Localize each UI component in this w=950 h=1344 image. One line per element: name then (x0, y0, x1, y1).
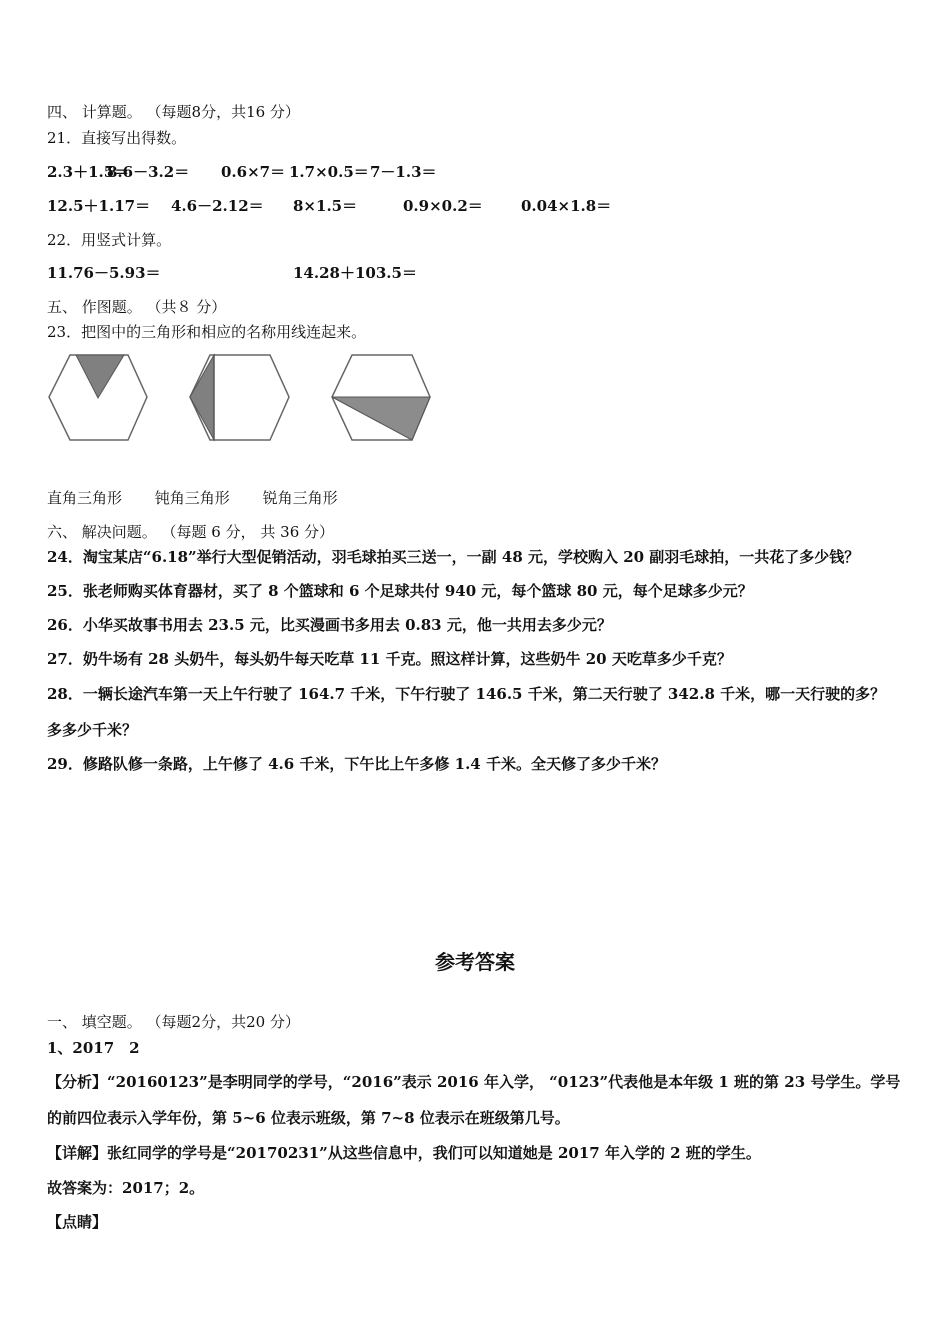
calc-row-2 (47, 196, 907, 216)
answer-analysis-line2: 的前四位表示入学年份，第 5~6 位表示班级，第 7~8 位表示在班级第几号。 (47, 1109, 570, 1127)
calc-item: 11.76－5.93＝ (47, 264, 161, 282)
hexagon-figures (40, 350, 460, 450)
calc-item: 2.3＋1.5＝ (47, 163, 130, 181)
section4-header: 四、 计算题。 （每题8分，共16 分） (47, 103, 300, 121)
answer-comment: 【点睛】 (47, 1213, 108, 1231)
answer-analysis-line1: 【分析】“20160123”是李明同学的学号，“2016”表示 2016 年入学， “0123”代表他是本年级 1 班的第 23 号学生。学号 (47, 1073, 901, 1091)
question-22: 22．用竖式计算。 (47, 231, 172, 249)
question-29: 29．修路队修一条路，上午修了 4.6 千米，下午比上午多修 1.4 千米。全天修了多少千米？ (47, 755, 666, 773)
question-28-line2: 多多少千米？ (47, 721, 138, 739)
calc-item: 0.9×0.2＝ (403, 197, 483, 215)
hexagon-figure-3 (332, 355, 430, 440)
answer-1: 1、2017 2 (47, 1039, 140, 1057)
answers-section1-header: 一、 填空题。 （每题2分，共20 分） (47, 1013, 300, 1031)
answer-conclusion: 故答案为：2017；2。 (47, 1179, 205, 1197)
triangle-names (47, 488, 366, 508)
calc-row-1 (47, 162, 907, 182)
name-right-triangle: 直角三角形 (47, 489, 123, 507)
calc-item: 8×1.5＝ (293, 197, 358, 215)
calc-item: 0.04×1.8＝ (521, 197, 612, 215)
calc-item: 0.6×7＝ (221, 163, 286, 181)
question-26: 26．小华买故事书用去 23.5 元，比买漫画书多用去 0.83 元，他一共用去多少元？ (47, 616, 612, 634)
name-obtuse-triangle: 钝角三角形 (154, 489, 230, 507)
question-24: 24．淘宝某店“6.18”举行大型促销活动，羽毛球拍买三送一，一副 48 元，学校购入 20 副羽毛球拍，一共花了多少钱？ (47, 548, 860, 566)
calc-item: 8.6－3.2＝ (107, 163, 190, 181)
name-acute-triangle: 锐角三角形 (262, 489, 338, 507)
question-21: 21．直接写出得数。 (47, 129, 187, 147)
question-25: 25．张老师购买体育器材，买了 8 个篮球和 6 个足球共付 940 元，每个篮球 80 元，每个足球多少元？ (47, 582, 753, 600)
calc-item: 1.7×0.5＝ (289, 163, 369, 181)
calc-item: 4.6－2.12＝ (171, 197, 264, 215)
question-27: 27．奶牛场有 28 头奶牛，每头奶牛每天吃草 11 千克。照这样计算，这些奶牛 20 天吃草多少千克？ (47, 650, 732, 668)
question-23: 23．把图中的三角形和相应的名称用线连起来。 (47, 323, 367, 341)
shaded-triangle (76, 355, 124, 398)
calc-item: 12.5＋1.17＝ (47, 197, 151, 215)
answers-title: 参考答案 (435, 950, 515, 974)
section5-header: 五、 作图题。 （共８ 分） (47, 298, 227, 316)
hexagon-figure-1 (49, 355, 147, 440)
answer-detail: 【详解】张红同学的学号是“20170231”从这些信息中，我们可以知道她是 2017 年入学的 2 班的学生。 (47, 1144, 761, 1162)
calc-row-3 (47, 263, 907, 283)
shaded-triangle (190, 355, 214, 440)
calc-item: 14.28＋103.5＝ (293, 264, 417, 282)
hexagon-figure-2 (190, 355, 289, 440)
question-28-line1: 28．一辆长途汽车第一天上午行驶了 164.7 千米，下午行驶了 146.5 千米，第二天行驶了 342.8 千米，哪一天行驶的多？ (47, 685, 886, 703)
calc-item: 7－1.3＝ (370, 163, 437, 181)
section6-header: 六、 解决问题。 （每题 6 分， 共 36 分） (47, 523, 335, 541)
